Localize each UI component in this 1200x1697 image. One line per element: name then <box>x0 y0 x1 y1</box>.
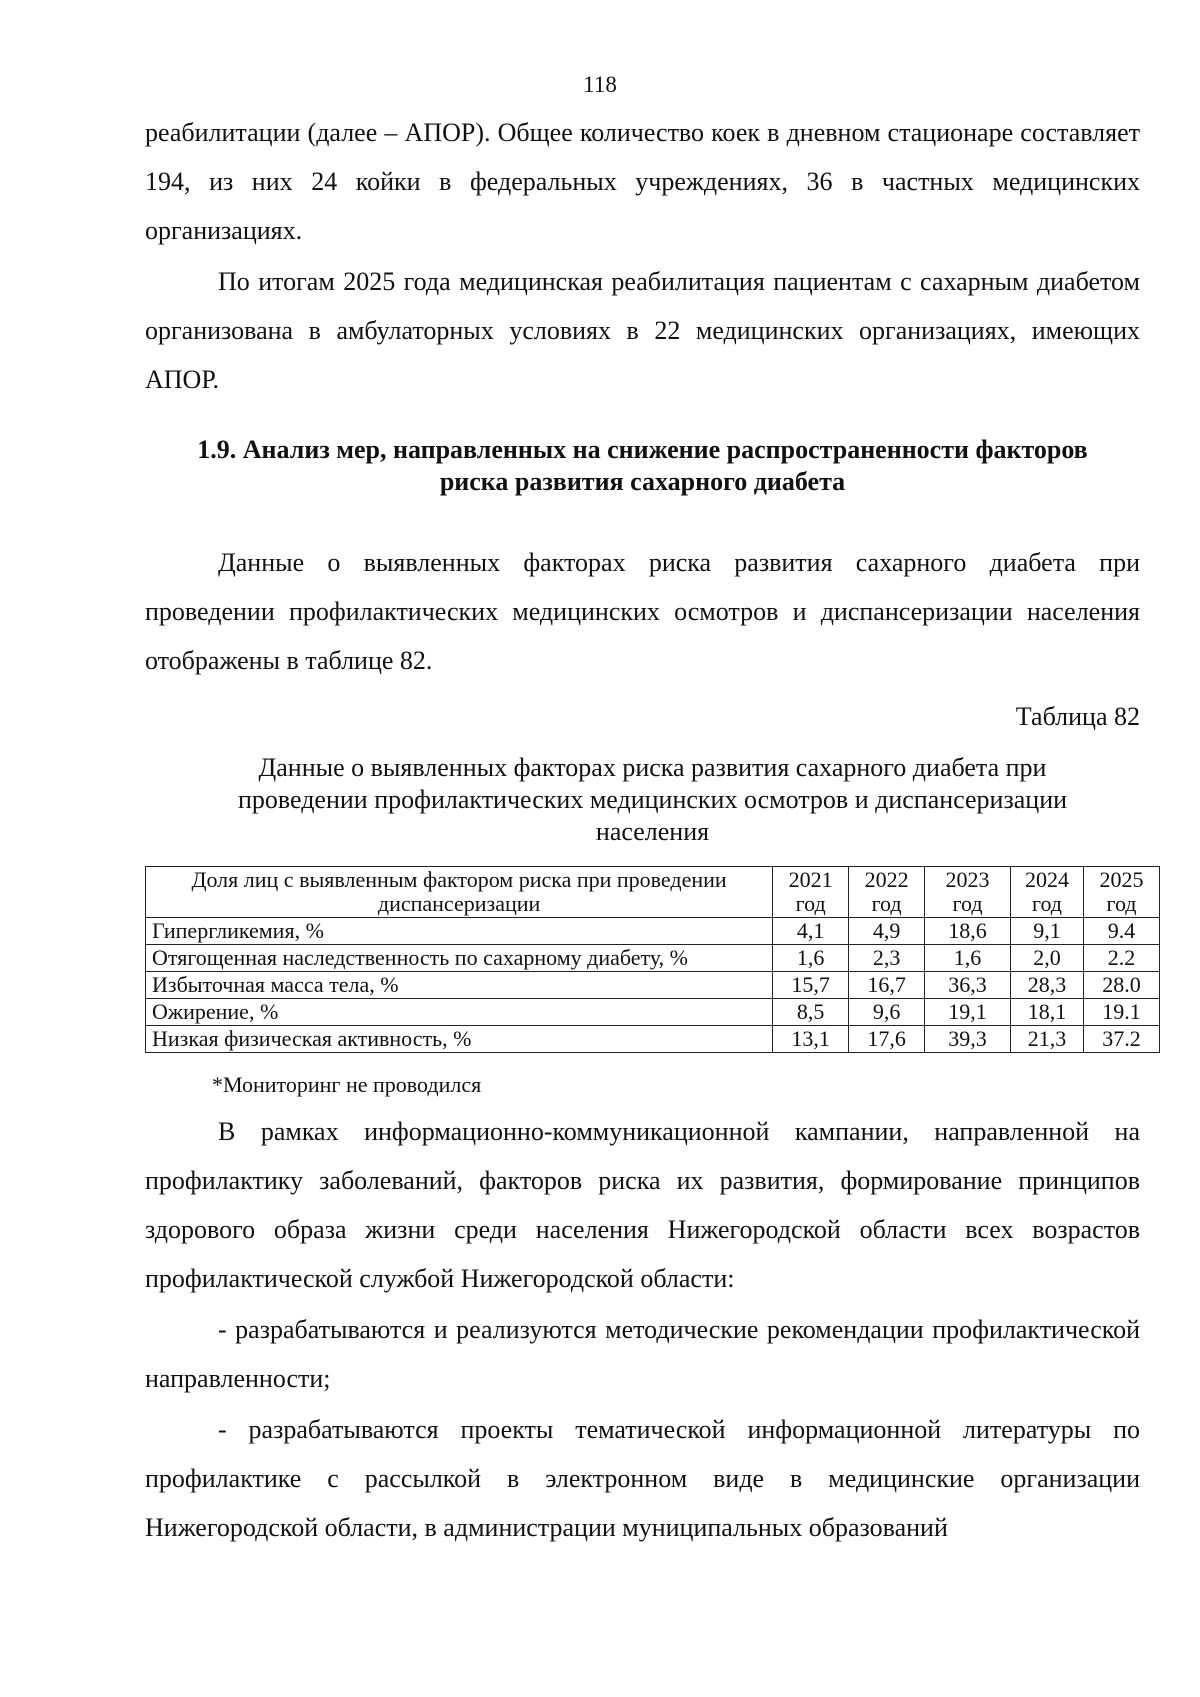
table-row <box>146 1026 1160 1053</box>
cell-2025: 37.2 <box>1083 1026 1159 1053</box>
intro-block <box>145 108 1140 404</box>
page-number: 118 <box>583 72 617 97</box>
section-lead-paragraph: Данные о выявленных факторах риска развития сахарного диабета при проведении профилактических медицинских осмотров и диспансеризации населения отображены в таблице 82. <box>145 548 1140 675</box>
header-year-2025: 2025 год <box>1083 867 1159 918</box>
cell-2023: 1,6 <box>925 945 1011 972</box>
header-year-2024: 2024 год <box>1011 867 1084 918</box>
table-header-row <box>146 867 1160 918</box>
section-heading-line-2: риска развития сахарного диабета <box>439 467 846 496</box>
cell-2022: 9,6 <box>849 999 925 1026</box>
table-row <box>146 918 1160 945</box>
section-heading-line-1: 1.9. Анализ мер, направленных на снижение распространенности факторов <box>197 435 1088 464</box>
header-risk-factor: Доля лиц с выявленным фактором риска при проведении диспансеризации <box>146 867 773 918</box>
cell-2025: 9.4 <box>1083 918 1159 945</box>
intro-paragraph-1: реабилитации (далее – АПОР). Общее количество коек в дневном стационаре составляет 194, из них 24 койки в федеральных учреждениях, 36 в частных медицинских организациях. <box>145 118 1140 245</box>
table-caption-line-1: Данные о выявленных факторах риска развития сахарного диабета при <box>258 753 1047 782</box>
table-caption-line-2: проведении профилактических медицинских осмотров и диспансеризации <box>237 785 1068 814</box>
cell-2023: 19,1 <box>925 999 1011 1026</box>
header-year-2021: 2021 год <box>773 867 849 918</box>
cell-2025: 2.2 <box>1083 945 1159 972</box>
cell-2024: 9,1 <box>1011 918 1084 945</box>
intro-paragraph-2: По итогам 2025 года медицинская реабилитация пациентам с сахарным диабетом организована в амбулаторных условиях в 22 медицинских организациях, имеющих АПОР. <box>145 267 1140 394</box>
cell-2021: 15,7 <box>773 972 849 999</box>
cell-2021: 13,1 <box>773 1026 849 1053</box>
cell-2023: 39,3 <box>925 1026 1011 1053</box>
cell-2021: 4,1 <box>773 918 849 945</box>
section-heading <box>145 434 1140 498</box>
cell-2022: 17,6 <box>849 1026 925 1053</box>
header-year-2023: 2023 год <box>925 867 1011 918</box>
cell-2021: 1,6 <box>773 945 849 972</box>
cell-2023: 18,6 <box>925 918 1011 945</box>
table-caption <box>145 752 1160 848</box>
table-footnote: *Мониторинг не проводился <box>212 1072 482 1097</box>
table-row <box>146 999 1160 1026</box>
header-year-2022: 2022 год <box>849 867 925 918</box>
row-name: Гипергликемия, % <box>146 918 773 945</box>
cell-2021: 8,5 <box>773 999 849 1026</box>
outro-paragraph-1: В рамках информационно-коммуникационной кампании, направленной на профилактику заболеваний, факторов риска их развития, формирование принципов здорового образа жизни среди населения Нижегородской области всех возрастов профилактической службой Нижегородской области: <box>145 1117 1140 1293</box>
table-row <box>146 945 1160 972</box>
cell-2022: 2,3 <box>849 945 925 972</box>
cell-2022: 16,7 <box>849 972 925 999</box>
cell-2025: 19.1 <box>1083 999 1159 1026</box>
table-row <box>146 972 1160 999</box>
row-name: Избыточная масса тела, % <box>146 972 773 999</box>
cell-2024: 2,0 <box>1011 945 1084 972</box>
row-name: Отягощенная наследственность по сахарному диабету, % <box>146 945 773 972</box>
section-lead-block <box>145 538 1140 685</box>
cell-2024: 21,3 <box>1011 1026 1084 1053</box>
cell-2025: 28.0 <box>1083 972 1159 999</box>
row-name: Ожирение, % <box>146 999 773 1026</box>
table-label: Таблица 82 <box>1015 702 1140 731</box>
cell-2023: 36,3 <box>925 972 1011 999</box>
risk-factors-table <box>145 866 1160 1053</box>
row-name: Низкая физическая активность, % <box>146 1026 773 1053</box>
outro-bullet-1: - разрабатываются и реализуются методические рекомендации профилактической направленности; <box>145 1315 1140 1393</box>
outro-block <box>145 1107 1140 1552</box>
cell-2024: 28,3 <box>1011 972 1084 999</box>
table-caption-line-3: населения <box>595 817 710 846</box>
cell-2024: 18,1 <box>1011 999 1084 1026</box>
outro-bullet-2: - разрабатываются проекты тематической информационной литературы по профилактике с рассылкой в электронном виде в медицинские организации Нижегородской области, в администрации муниципальных образований <box>145 1415 1140 1542</box>
cell-2022: 4,9 <box>849 918 925 945</box>
